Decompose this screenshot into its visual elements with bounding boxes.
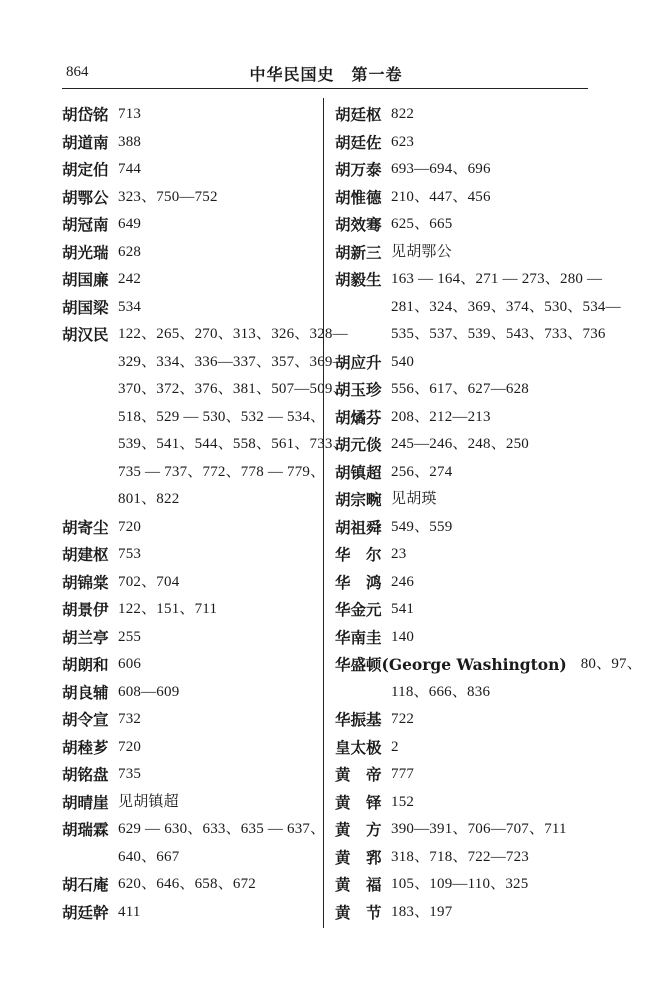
entry-pages-line: 242: [118, 271, 142, 287]
index-entry: [335, 376, 591, 404]
index-entry: [335, 239, 591, 267]
entry-pages-line: 见胡鄂公: [391, 243, 452, 260]
entry-pages-line: 640、667: [118, 848, 180, 865]
entry-name: 胡应升: [335, 352, 382, 372]
index-entry: [335, 789, 591, 817]
index-entry: [62, 624, 318, 652]
entry-name: 胡光瑞: [62, 242, 109, 262]
entry-name: 黄 方: [335, 820, 382, 839]
entry-pages-line: 323、750—752: [118, 188, 218, 205]
index-entry: [62, 266, 318, 294]
entry-name: 胡国廉: [62, 270, 109, 289]
index-entry: [335, 706, 591, 734]
entry-name: 胡燏芬: [335, 407, 382, 427]
index-entry: [335, 734, 591, 762]
entry-pages-line: 720: [118, 518, 142, 535]
entry-name: 胡玉珍: [335, 380, 382, 399]
index-entry: [62, 129, 318, 157]
entry-name: 胡国梁: [62, 297, 109, 317]
entry-name: 华金元: [335, 600, 382, 619]
entry-name: 胡惟德: [335, 187, 382, 207]
entry-pages-line: 118、666、836: [391, 683, 491, 700]
index-column-left: [62, 101, 348, 926]
entry-pages-line: 534: [118, 298, 142, 315]
entry-name: 胡新三: [335, 242, 382, 262]
entry-pages-line: 329、334、336—337、357、369—: [118, 353, 348, 370]
entry-name: 胡宗畹: [335, 490, 382, 509]
index-entry: [335, 624, 591, 652]
entry-pages-line: 625、665: [391, 216, 453, 232]
entry-name: 黄 福: [335, 875, 382, 894]
entry-name: 华 鸿: [335, 572, 382, 592]
entry-pages-line: 256、274: [391, 463, 453, 480]
index-entry: [335, 651, 642, 679]
entry-name: 胡石庵: [62, 875, 109, 894]
entry-name: 胡鄂公: [62, 187, 109, 207]
entry-name: 胡铭盘: [62, 765, 109, 784]
entry-pages-line: 518、529 — 530、532 — 534、: [118, 408, 326, 425]
entry-name: 华 尔: [335, 545, 382, 564]
entry-name: 胡镇超: [335, 462, 382, 482]
index-entry: [335, 761, 591, 789]
entry-pages-line: 140: [391, 628, 415, 645]
index-entry: [62, 294, 318, 322]
index-entry: [62, 514, 318, 542]
index-entry: [62, 871, 318, 899]
index-entry: [62, 101, 318, 129]
entry-pages-line: 556、617、627—628: [391, 381, 530, 397]
entry-pages-line: 390—391、706—707、711: [391, 821, 567, 837]
index-entry: [335, 486, 591, 514]
entry-name: 胡道南: [62, 132, 109, 152]
index-entry: [62, 679, 318, 707]
index-entry: [62, 156, 318, 184]
index-entry: [335, 101, 591, 129]
entry-pages-line: 122、151、711: [118, 601, 218, 617]
entry-pages-line: 608—609: [118, 683, 180, 700]
index-entry: [335, 129, 591, 157]
entry-name: 胡效骞: [335, 215, 382, 234]
entry-name: 胡廷佐: [335, 132, 382, 152]
entry-pages-line: 693—694、696: [391, 161, 491, 177]
entry-name: 胡岱铭: [62, 105, 109, 124]
entry-pages-line: 见胡瑛: [391, 491, 437, 507]
entry-pages-line: 281、324、369、374、530、534—: [391, 298, 621, 315]
entry-pages-line: 见胡镇超: [118, 793, 179, 810]
index-entry: [62, 239, 318, 267]
entry-name: 华振基: [335, 710, 382, 729]
index-entry: [62, 651, 318, 679]
entry-name: 胡祖舜: [335, 517, 382, 537]
index-entry: [335, 844, 591, 872]
entry-pages-line: 735 — 737、772、778 — 779、: [118, 463, 326, 480]
entry-name: 胡廷幹: [62, 902, 109, 922]
entry-pages-line: 388: [118, 133, 142, 150]
index-entry: [335, 459, 591, 487]
entry-name: 胡令宣: [62, 710, 109, 729]
index-entry: [62, 899, 318, 927]
entry-pages-line: 777: [391, 766, 415, 782]
entry-name: 黄 铎: [335, 792, 382, 812]
index-entry: [335, 349, 591, 377]
entry-pages-line: 245—246、248、250: [391, 436, 530, 452]
entry-pages-line: 628: [118, 243, 142, 260]
index-column-right: [335, 101, 642, 926]
entry-name: 胡晴崖: [62, 792, 109, 812]
running-title: 中华民国史 第一卷: [249, 65, 403, 84]
entry-name: 华南圭: [335, 627, 382, 647]
entry-pages-line: 210、447、456: [391, 188, 491, 205]
index-entry: [62, 596, 318, 624]
index-entry: [335, 266, 621, 349]
entry-name: 胡建枢: [62, 545, 109, 564]
entry-pages-line: 23: [391, 546, 407, 562]
entry-pages-line: 370、372、376、381、507—509、: [118, 381, 348, 397]
entry-pages-line: 822: [391, 106, 415, 122]
index-entry: [62, 569, 318, 597]
index-entry: [335, 541, 591, 569]
entry-pages-line: 163 — 164、271 — 273、280 —: [391, 271, 603, 287]
entry-name: 胡元倓: [335, 435, 382, 454]
header-rule: [62, 88, 588, 89]
entry-pages-line: 722: [391, 711, 415, 727]
entry-pages-line: 744: [118, 161, 142, 177]
entry-pages-line: 539、541、544、558、561、733、: [118, 436, 348, 452]
index-entry: [62, 541, 318, 569]
entry-name: 胡瑞霖: [62, 820, 109, 839]
index-entry: [335, 816, 591, 844]
entry-name: 胡景伊: [62, 600, 109, 619]
entry-name: 华盛顿(George Washington): [335, 655, 567, 674]
index-entry: [62, 789, 318, 817]
index-entry: [335, 156, 591, 184]
entry-pages-line: 629 — 630、633、635 — 637、: [118, 821, 326, 837]
index-entry: [62, 734, 318, 762]
entry-pages-line: 318、718、722—723: [391, 848, 530, 865]
entry-name: 胡冠南: [62, 215, 109, 234]
entry-name: 胡毅生: [335, 270, 382, 289]
entry-pages-line: 713: [118, 106, 142, 122]
entry-name: 胡廷枢: [335, 105, 382, 124]
entry-name: 胡汉民: [62, 325, 109, 344]
entry-name: 黄 郛: [335, 847, 382, 867]
entry-name: 胡稑芗: [62, 737, 109, 757]
index-entry: [335, 899, 591, 927]
index-entry: [335, 184, 591, 212]
page-number: 864: [66, 64, 89, 80]
entry-pages-line: 246: [391, 573, 415, 590]
index-entry: [62, 211, 318, 239]
entry-name: 胡朗和: [62, 655, 109, 674]
entry-name: 胡兰亭: [62, 627, 109, 647]
entry-name: 黄 帝: [335, 765, 382, 784]
entry-name: 胡锦棠: [62, 572, 109, 592]
entry-pages-line: 753: [118, 546, 142, 562]
entry-name: 胡万泰: [335, 160, 382, 179]
index-entry: [335, 211, 591, 239]
index-entry: [62, 706, 318, 734]
entry-pages-line: 105、109—110、325: [391, 876, 529, 892]
entry-pages-line: 623: [391, 133, 415, 150]
entry-pages-line: 183、197: [391, 903, 453, 920]
index-entry: [335, 404, 591, 432]
entry-name: 黄 节: [335, 902, 382, 922]
entry-pages-line: 2: [391, 738, 399, 755]
entry-pages-line: 720: [118, 738, 142, 755]
index-entry: [62, 761, 318, 789]
entry-name: 胡定伯: [62, 160, 109, 179]
index-entry: [335, 871, 591, 899]
index-entry: [335, 569, 591, 597]
entry-pages-line: 549、559: [391, 518, 453, 535]
entry-pages-line: 152: [391, 793, 415, 810]
entry-pages-line: 535、537、539、543、733、736: [391, 326, 606, 342]
entry-pages-line: 732: [118, 711, 142, 727]
entry-pages-line: 122、265、270、313、326、328—: [118, 326, 348, 342]
entry-pages-line: 411: [118, 903, 141, 920]
entry-pages-line: 735: [118, 766, 142, 782]
entry-pages-line: 80、97、: [580, 656, 642, 672]
index-entry: [62, 321, 348, 514]
index-entry: [62, 184, 318, 212]
entry-pages-line: 801、822: [118, 491, 180, 507]
entry-pages-line: 702、704: [118, 573, 180, 590]
index-entry: [62, 816, 326, 871]
entry-pages-line: 540: [391, 353, 415, 370]
entry-pages-line: 208、212—213: [391, 408, 491, 425]
entry-pages-line: 620、646、658、672: [118, 876, 257, 892]
index-entry: [335, 431, 591, 459]
entry-name: 胡寄尘: [62, 517, 109, 537]
entry-pages-line: 541: [391, 601, 415, 617]
entry-name: 皇太极: [335, 737, 382, 757]
entry-name: 胡良辅: [62, 682, 109, 702]
entry-pages-line: 606: [118, 656, 142, 672]
entry-pages-line: 255: [118, 628, 142, 645]
entry-pages-line: 649: [118, 216, 142, 232]
index-entry: [335, 514, 591, 542]
index-entry: [335, 596, 591, 624]
